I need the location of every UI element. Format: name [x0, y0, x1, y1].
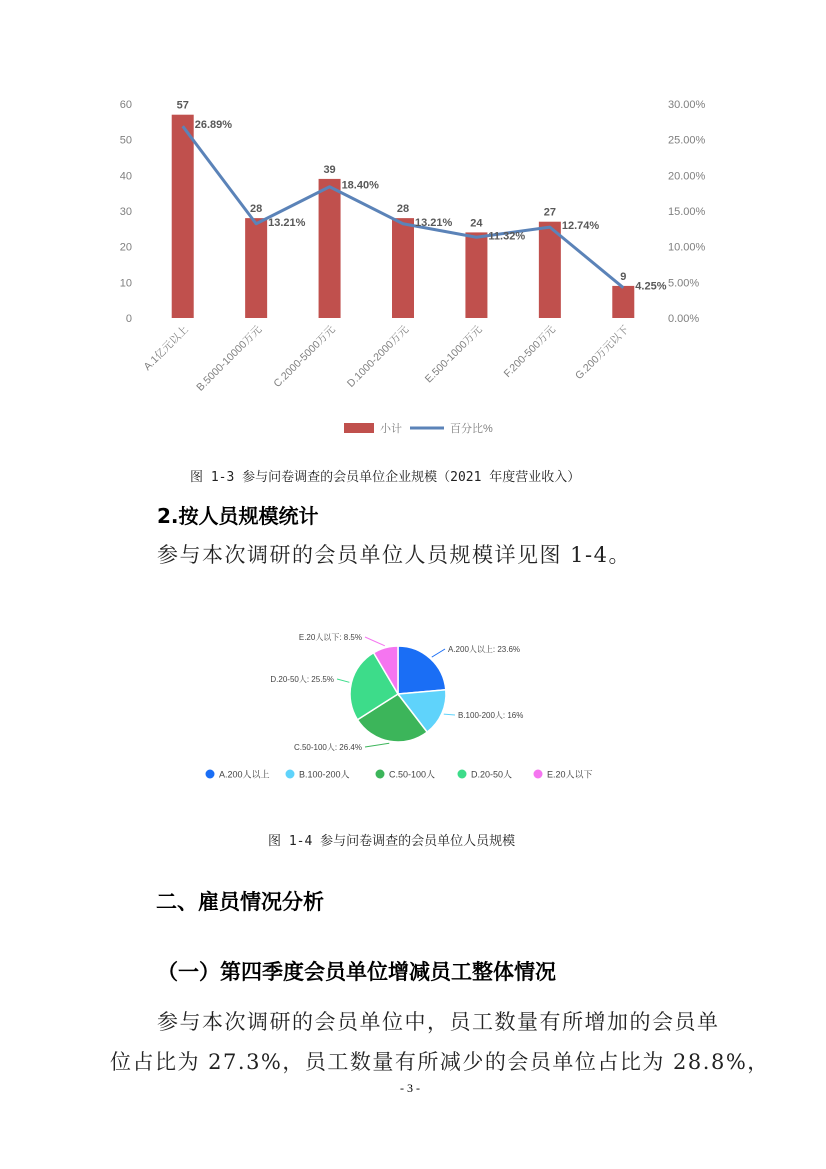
bar-value-label: 39 [323, 163, 336, 176]
pie-slice-label: B.100-200人: 16% [458, 711, 524, 720]
line-value-label: 11.32% [488, 230, 526, 243]
legend-label: E.20人以下 [547, 769, 593, 780]
bar-6 [612, 286, 634, 318]
line-value-label: 13.21% [415, 216, 453, 229]
category-label: B.5000-10000万元 [194, 323, 265, 394]
bar-value-label: 28 [250, 203, 263, 216]
left-axis-tick-label: 40 [119, 170, 132, 183]
subsection-heading-q4: （一）第四季度会员单位增减员工整体情况 [157, 960, 556, 984]
right-axis-tick-label: 5.00% [668, 277, 700, 290]
bar-3 [392, 218, 414, 318]
pie-leader-line [444, 714, 455, 715]
page-number: - 3 - [400, 1081, 420, 1095]
left-axis-tick-label: 20 [119, 241, 132, 254]
bar-value-label: 24 [470, 217, 483, 230]
left-axis-tick-label: 60 [119, 99, 132, 111]
legend-label-bar: 小计 [380, 423, 402, 435]
category-label: C.2000-5000万元 [271, 323, 338, 390]
section-heading-personnel-scale: 2.按人员规模统计 [157, 504, 319, 528]
bar-4 [465, 232, 487, 318]
bar-value-label: 27 [543, 206, 556, 219]
bar-1 [245, 218, 267, 318]
pie-leader-line [365, 637, 385, 646]
legend-label: B.100-200人 [299, 769, 350, 780]
legend-dot-4 [534, 770, 543, 779]
paragraph-q4-line-1: 参与本次调研的会员单位中，员工数量有所增加的会员单 [157, 1010, 720, 1034]
personnel-scale-pie-chart [200, 620, 630, 790]
pie-slice-label: E.20人以下: 8.5% [298, 633, 362, 642]
left-axis-tick-label: 10 [119, 277, 132, 290]
right-axis-tick-label: 15.00% [668, 206, 706, 218]
right-axis-tick-label: 20.00% [668, 170, 706, 183]
legend-label: C.50-100人 [389, 769, 436, 780]
category-label: A.1亿元以上 [141, 323, 191, 373]
legend-dot-1 [286, 770, 295, 779]
figure-1-caption: 图 1-3 参与问卷调查的会员单位企业规模（2021 年度营业收入） [190, 470, 581, 485]
legend-label-line: 百分比% [450, 423, 493, 435]
pie-slice-label: C.50-100人: 26.4% [293, 743, 362, 752]
category-label: E.500-1000万元 [422, 323, 485, 386]
pie-slice-label: A.200人以上: 23.6% [448, 645, 521, 654]
line-value-label: 13.21% [268, 216, 306, 229]
line-value-label: 26.89% [194, 119, 233, 132]
right-axis-tick-label: 25.00% [668, 134, 706, 147]
right-axis-tick-label: 0.00% [668, 313, 700, 325]
paragraph-q4-line-2: 位占比为 27.3%，员工数量有所减少的会员单位占比为 28.8%， [110, 1050, 770, 1074]
legend-label: D.20-50人 [471, 769, 513, 780]
line-value-label: 4.25% [635, 280, 667, 293]
bar-2 [319, 179, 341, 318]
bar-0 [172, 115, 194, 318]
bar-value-label: 57 [176, 99, 189, 112]
pie-leader-line [337, 679, 349, 682]
figure-2-caption: 图 1-4 参与问卷调查的会员单位人员规模 [268, 834, 516, 849]
legend-label: A.200人以上 [219, 769, 270, 780]
pie-leader-line [432, 649, 445, 657]
legend-dot-2 [376, 770, 385, 779]
right-axis-tick-label: 30.00% [668, 99, 706, 111]
right-axis-tick-label: 10.00% [668, 241, 706, 254]
line-value-label: 18.40% [341, 179, 379, 192]
legend-dot-0 [206, 770, 215, 779]
category-label: F.200-500万元 [501, 323, 558, 380]
legend-swatch-bar [344, 423, 374, 433]
line-value-label: 12.74% [561, 220, 600, 233]
legend-dot-3 [458, 770, 467, 779]
category-label: D.1000-2000万元 [344, 323, 412, 390]
revenue-scale-chart [108, 86, 720, 450]
bar-5 [539, 222, 561, 318]
left-axis-tick-label: 30 [119, 206, 132, 218]
bar-value-label: 9 [620, 270, 627, 283]
pie-leader-line [365, 743, 389, 747]
bar-value-label: 28 [396, 203, 410, 216]
left-axis-tick-label: 50 [119, 134, 132, 147]
paragraph-personnel-intro: 参与本次调研的会员单位人员规模详见图 1-4。 [157, 543, 631, 567]
pie-slice-label: D.20-50人: 25.5% [270, 675, 334, 684]
section-heading-employee-analysis: 二、雇员情况分析 [156, 890, 324, 914]
left-axis-tick-label: 0 [125, 313, 132, 325]
category-label: G.200万元以下 [572, 323, 632, 383]
